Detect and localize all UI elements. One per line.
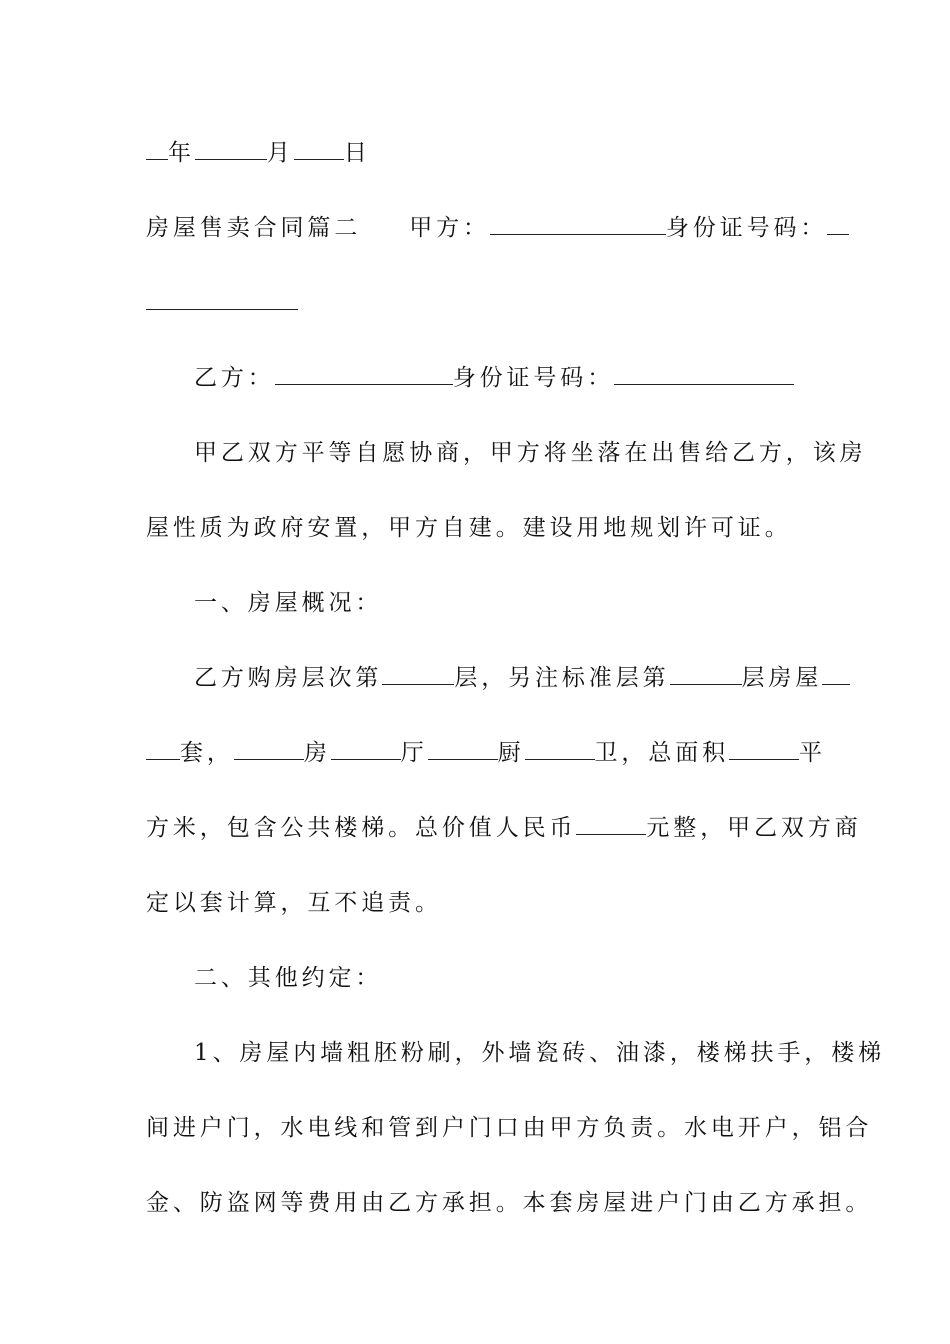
party-b-id-label: 身份证号码： [452,365,615,391]
party-a-id-continuation [146,287,298,319]
baths-blank [525,737,595,760]
party-b-label: 乙方： [194,365,275,391]
rooms-blank [234,737,304,760]
square-label: 平 [799,740,826,766]
kitchen-label: 厨 [497,740,525,766]
intro-line-1: 甲乙双方平等自愿协商，甲方将坐落在出售给乙方，该房 [194,440,867,466]
units-label: 层房屋 [741,665,823,691]
section-1-line-3 [146,812,862,844]
section-1-line-2 [146,737,826,769]
day-label: 日 [343,140,371,166]
party-b-id-blank [614,362,794,385]
price-blank [576,812,646,835]
section-2-item-1-line-3: 金、防盗网等费用由乙方承担。本套房屋进户门由乙方承担。 [146,1190,873,1216]
section-2-item-1-line-2: 间进户门，水电线和管到户门口由甲方负责。水电开户，铝合 [146,1115,873,1141]
section-1-line-1 [194,662,850,694]
party-a-id-blank-end [146,287,298,310]
price-suffix: 元整，甲乙双方商 [646,815,862,841]
title-party-a-line [146,212,849,244]
units-blank-end [146,737,180,760]
document-title: 房屋售卖合同篇二 [146,215,362,241]
year-blank [146,137,168,160]
standard-floor-label: 层，另注标准层第 [454,665,670,691]
section-1-line-4: 定以套计算，互不追责。 [146,890,442,916]
area-blank [729,737,799,760]
month-blank [195,137,267,160]
standard-floor-blank [670,662,742,685]
floor-blank [382,662,454,685]
party-b-line [194,362,794,394]
area-label: 卫，总面积 [594,740,730,766]
section-1-heading: 一、房屋概况： [194,590,383,616]
set-label: 套， [180,740,234,766]
floor-label: 乙方购房层次第 [194,665,383,691]
section-2-item-1-line-1: 1、房屋内墙粗胚粉刷，外墙瓷砖、油漆，楼梯扶手，楼梯 [194,1040,886,1066]
kitchens-blank [428,737,498,760]
day-blank [294,137,344,160]
units-blank-start [822,662,850,685]
year-label: 年 [168,140,195,166]
intro-line-2: 屋性质为政府安置，甲方自建。建设用地规划许可证。 [146,515,792,541]
party-a-id-blank-start [827,212,849,235]
date-line [146,137,371,169]
month-label: 月 [266,140,294,166]
halls-blank [331,737,401,760]
party-b-name-blank [275,362,453,385]
section-2-heading: 二、其他约定： [194,965,383,991]
party-a-label: 甲方： [409,215,490,241]
party-a-id-label: 身份证号码： [665,215,828,241]
price-label: 方米，包含公共楼梯。总价值人民币 [146,815,577,841]
party-a-name-blank [490,212,666,235]
room-label: 房 [303,740,331,766]
hall-label: 厅 [400,740,428,766]
